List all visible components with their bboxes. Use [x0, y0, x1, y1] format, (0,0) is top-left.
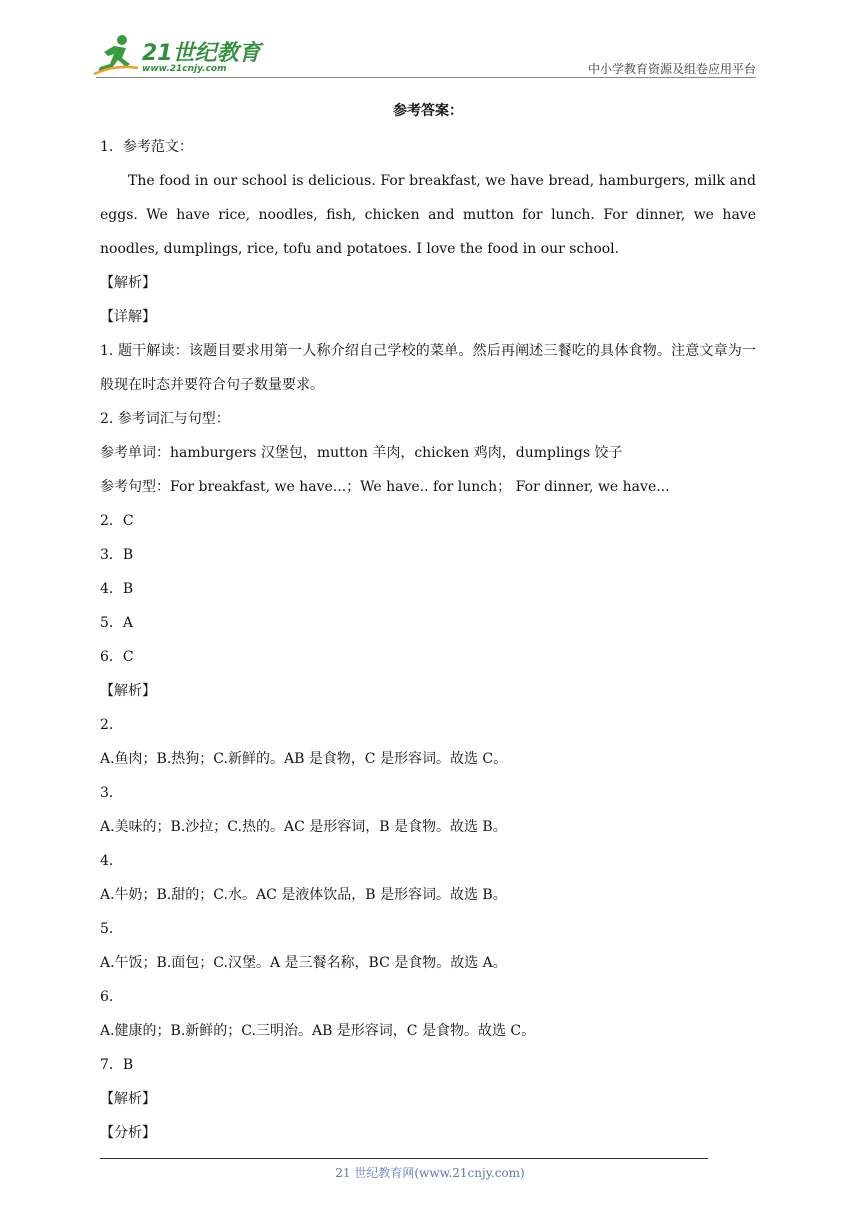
explanation-text: A.健康的；B.新鲜的；C.三明治。AB 是形容词，C 是食物。故选 C。	[100, 1023, 536, 1039]
explanation-number: 2．	[100, 717, 123, 733]
explanation-number: 5．	[100, 921, 123, 937]
q1-xiangjie-label: 【详解】	[100, 309, 156, 325]
q1-heading: 1．参考范文：	[100, 139, 193, 155]
q1-jiexi-label: 【解析】	[100, 275, 156, 291]
explanation-number: 6．	[100, 989, 123, 1005]
q1-point-1: 1. 题干解读：该题目要求用第一人称介绍自己学校的菜单。然后再阐述三餐吃的具体食物。注意文章为一般现在时态并要符合句子数量要求。	[100, 343, 756, 393]
platform-name: 中小学教育资源及组卷应用平台	[587, 62, 756, 76]
q1-point-2: 2. 参考词汇与句型：	[100, 411, 230, 427]
explanation-number: 3．	[100, 785, 123, 801]
answer-item: 6．C	[100, 649, 134, 665]
jiexi-label: 【解析】	[100, 683, 156, 699]
logo-url: www.21cnjy.com	[142, 64, 227, 74]
answer-item: 4．B	[100, 581, 134, 597]
q7-fenxi-label: 【分析】	[100, 1125, 156, 1141]
footer-divider	[100, 1158, 708, 1159]
page-header	[0, 0, 860, 80]
q7-answer: 7．B	[100, 1057, 134, 1073]
answer-content	[100, 96, 756, 1150]
logo	[92, 34, 262, 78]
q1-reference-words: 参考单词：hamburgers 汉堡包，mutton 羊肉，chicken 鸡肉，dumplings 饺子	[100, 445, 623, 461]
page-footer: 21 世纪教育网(www.21cnjy.com)	[335, 1166, 525, 1180]
q7-jiexi-label: 【解析】	[100, 1091, 156, 1107]
explanation-text: A.牛奶；B.甜的；C.水。AC 是液体饮品，B 是形容词。故选 B。	[100, 887, 507, 903]
answer-item: 2．C	[100, 513, 134, 529]
explanation-number: 4．	[100, 853, 123, 869]
q1-essay: The food in our school is delicious. For breakfast, we have bread, hamburgers, milk and eggs. We have rice, noodles, fish, chicken and mutton for lunch. For dinner, we have noodles, dumplings, rice, tofu and potatoes. I love the food in our school.	[100, 173, 756, 257]
header-divider	[96, 77, 756, 78]
explanation-text: A.午饭；B.面包；C.汉堡。A 是三餐名称，BC 是食物。故选 A。	[100, 955, 507, 971]
page-title: 参考答案：	[393, 103, 463, 119]
explanation-text: A.鱼肉；B.热狗；C.新鲜的。AB 是食物，C 是形容词。故选 C。	[100, 751, 508, 767]
runner-logo-icon	[92, 34, 140, 76]
q1-reference-sentences: 参考句型：For breakfast, we have...；We have.. for lunch； For dinner, we have...	[100, 479, 670, 495]
explanation-text: A.美味的；B.沙拉；C.热的。AC 是形容词，B 是食物。故选 B。	[100, 819, 507, 835]
answer-item: 3．B	[100, 547, 134, 563]
answer-item: 5．A	[100, 615, 134, 631]
logo-text: 21世纪教育	[142, 41, 261, 66]
